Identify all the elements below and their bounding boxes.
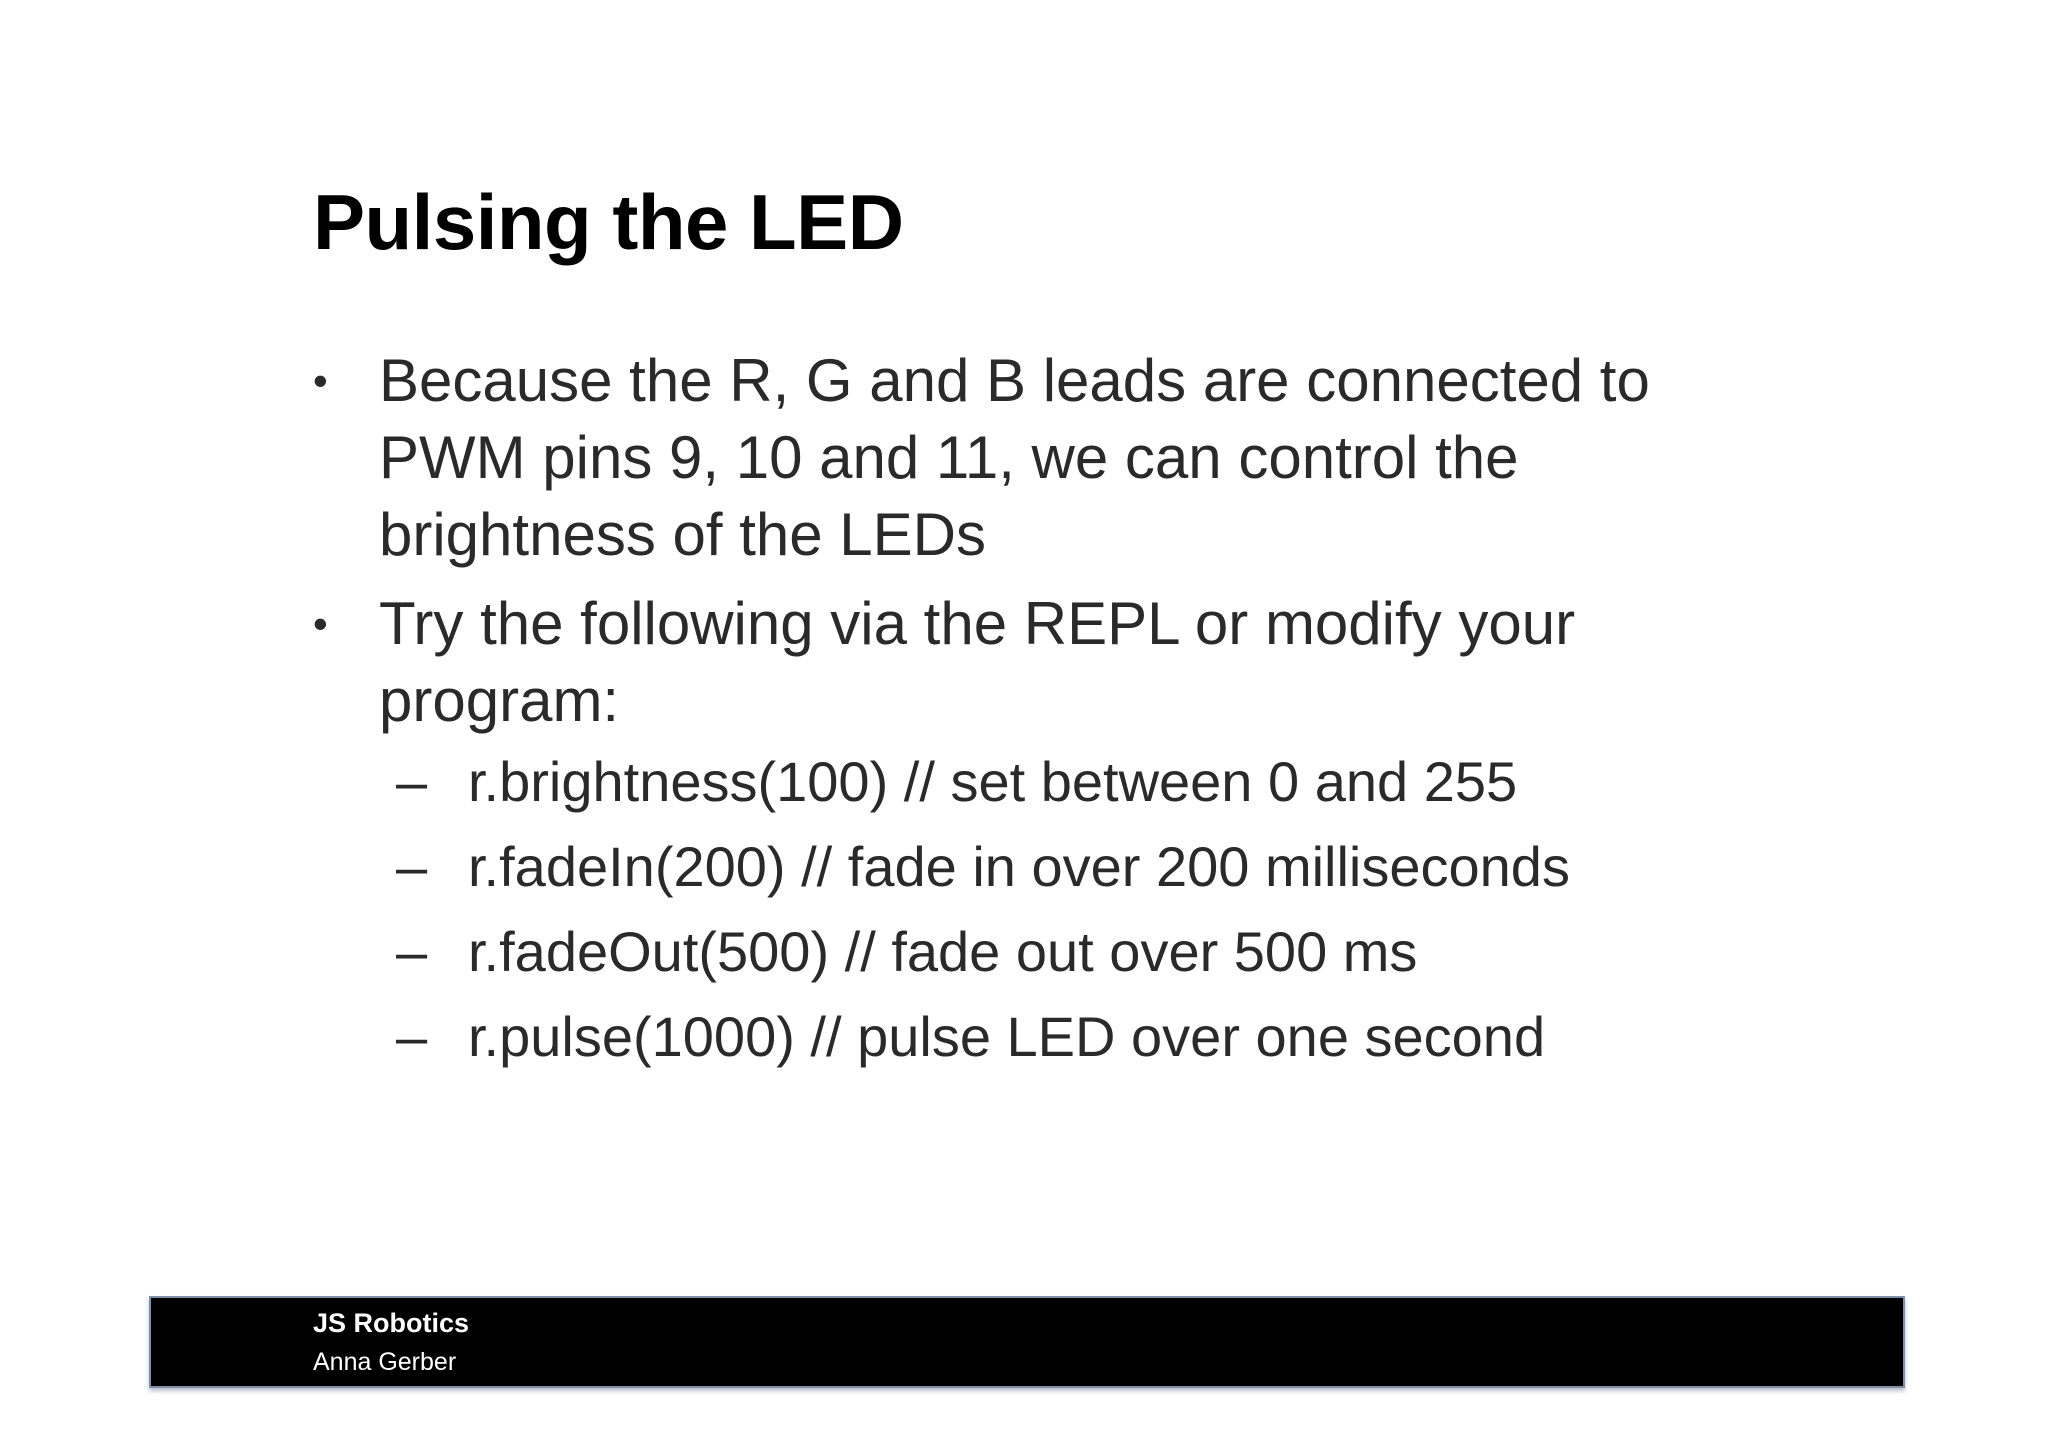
sub-bullet-text: r.fadeOut(500) // fade out over 500 ms xyxy=(468,920,1418,983)
sub-bullet-text: r.fadeIn(200) // fade in over 200 milliseconds xyxy=(468,835,1570,898)
sub-bullet-item xyxy=(396,836,1813,898)
sub-bullet-list xyxy=(396,751,1813,1068)
footer-author: Anna Gerber xyxy=(313,1348,457,1376)
footer-bar xyxy=(149,1296,1905,1388)
sub-bullet-text: r.brightness(100) // set between 0 and 255 xyxy=(468,750,1518,813)
footer-title: JS Robotics xyxy=(313,1308,470,1338)
slide-content xyxy=(313,342,1813,1091)
sub-bullet-marker: – xyxy=(396,920,428,983)
sub-bullet-item xyxy=(396,751,1813,813)
sub-bullet-item xyxy=(396,1006,1813,1068)
slide-title: Pulsing the LED xyxy=(313,178,904,266)
bullet-line: PWM pins 9, 10 and 11, we can control the xyxy=(379,424,1519,491)
sub-bullet-text: r.pulse(1000) // pulse LED over one second xyxy=(468,1005,1546,1068)
bullet-item xyxy=(313,342,1813,573)
bullet-line: program: xyxy=(379,667,620,734)
bullet-line: brightness of the LEDs xyxy=(379,501,987,568)
bullet-line: Try the following via the REPL or modify your xyxy=(379,590,1576,657)
bullet-marker: • xyxy=(313,357,328,404)
bullet-marker: • xyxy=(313,600,328,647)
bullet-line: Because the R, G and B leads are connected to xyxy=(379,347,1650,414)
sub-bullet-marker: – xyxy=(396,1005,428,1068)
sub-bullet-marker: – xyxy=(396,835,428,898)
bullet-item xyxy=(313,585,1813,739)
sub-bullet-item xyxy=(396,921,1813,983)
sub-bullet-marker: – xyxy=(396,750,428,813)
